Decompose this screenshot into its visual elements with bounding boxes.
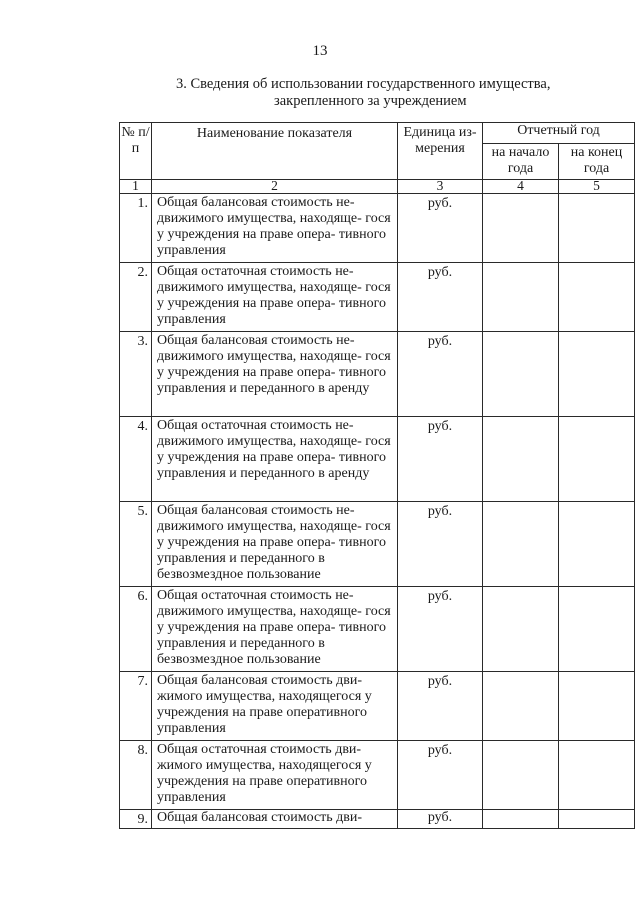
value-year-end: [559, 741, 635, 810]
unit-cell: руб.: [398, 672, 483, 741]
value-year-end: [559, 332, 635, 417]
row-number: 9.: [120, 810, 152, 829]
value-year-start: [483, 587, 559, 672]
unit-cell: руб.: [398, 587, 483, 672]
value-year-start: [483, 672, 559, 741]
indicator-name: Общая остаточная стоимость не- движимого имущества, находяще- гося у учреждения на праве опера- тивного управления: [152, 263, 398, 332]
table-row: [120, 263, 635, 332]
value-year-start: [483, 810, 559, 829]
unit-cell: руб.: [398, 502, 483, 587]
page-number: 13: [312, 43, 328, 59]
table-row: [120, 417, 635, 502]
table-row: [120, 810, 635, 829]
value-year-end: [559, 810, 635, 829]
value-year-end: [559, 587, 635, 672]
unit-cell: руб.: [398, 810, 483, 829]
header-year-start: на начало года: [483, 144, 559, 180]
unit-cell: руб.: [398, 194, 483, 263]
indicator-name: Общая балансовая стоимость не- движимого имущества, находяще- гося у учреждения на праве опера- тивного управления: [152, 194, 398, 263]
column-numbers-row: [120, 180, 635, 194]
header-unit: Единица из- мерения: [398, 123, 483, 180]
value-year-end: [559, 263, 635, 332]
table-row: [120, 332, 635, 417]
property-usage-table: [119, 122, 635, 829]
section-title-line-2: закрепленного за учреждением: [274, 93, 467, 109]
indicator-name: Общая балансовая стоимость дви-: [152, 810, 398, 829]
unit-cell: руб.: [398, 741, 483, 810]
row-number: 2.: [120, 263, 152, 332]
table-row: [120, 741, 635, 810]
indicator-name: Общая остаточная стоимость не- движимого имущества, находяще- гося у учреждения на праве опера- тивного управления и переданного в безвозмездное пользование: [152, 587, 398, 672]
section-title-line-1: 3. Сведения об использовании государственного имущества,: [176, 76, 551, 92]
value-year-start: [483, 263, 559, 332]
value-year-end: [559, 194, 635, 263]
row-number: 7.: [120, 672, 152, 741]
indicator-name: Общая остаточная стоимость не- движимого имущества, находяще- гося у учреждения на праве опера- тивного управления и переданного в аренду: [152, 417, 398, 502]
indicator-name: Общая балансовая стоимость не- движимого имущества, находяще- гося у учреждения на праве опера- тивного управления и переданного в безвозмездное пользование: [152, 502, 398, 587]
row-number: 3.: [120, 332, 152, 417]
column-number: 3: [398, 180, 483, 194]
value-year-start: [483, 332, 559, 417]
table-row: [120, 502, 635, 587]
indicator-name: Общая балансовая стоимость не- движимого имущества, находяще- гося у учреждения на праве опера- тивного управления и переданного в аренду: [152, 332, 398, 417]
unit-cell: руб.: [398, 332, 483, 417]
column-number: 1: [120, 180, 152, 194]
header-year-end: на конец года: [559, 144, 635, 180]
row-number: 8.: [120, 741, 152, 810]
value-year-end: [559, 672, 635, 741]
indicator-name: Общая балансовая стоимость дви- жимого имущества, находящегося у учреждения на праве оперативного управления: [152, 672, 398, 741]
value-year-start: [483, 741, 559, 810]
table-row: [120, 587, 635, 672]
value-year-end: [559, 417, 635, 502]
indicator-name: Общая остаточная стоимость дви- жимого имущества, находящегося у учреждения на праве оперативного управления: [152, 741, 398, 810]
value-year-start: [483, 417, 559, 502]
table-row: [120, 672, 635, 741]
value-year-start: [483, 502, 559, 587]
section-title: [176, 76, 596, 110]
value-year-end: [559, 502, 635, 587]
table-row: [120, 194, 635, 263]
header-indicator-name: Наименование показателя: [152, 123, 398, 180]
unit-cell: руб.: [398, 417, 483, 502]
column-number: 5: [559, 180, 635, 194]
row-number: 4.: [120, 417, 152, 502]
column-number: 2: [152, 180, 398, 194]
row-number: 1.: [120, 194, 152, 263]
row-number: 6.: [120, 587, 152, 672]
header-reporting-year: Отчетный год: [483, 123, 635, 144]
column-number: 4: [483, 180, 559, 194]
row-number: 5.: [120, 502, 152, 587]
header-number: № п/п: [120, 123, 152, 180]
unit-cell: руб.: [398, 263, 483, 332]
value-year-start: [483, 194, 559, 263]
